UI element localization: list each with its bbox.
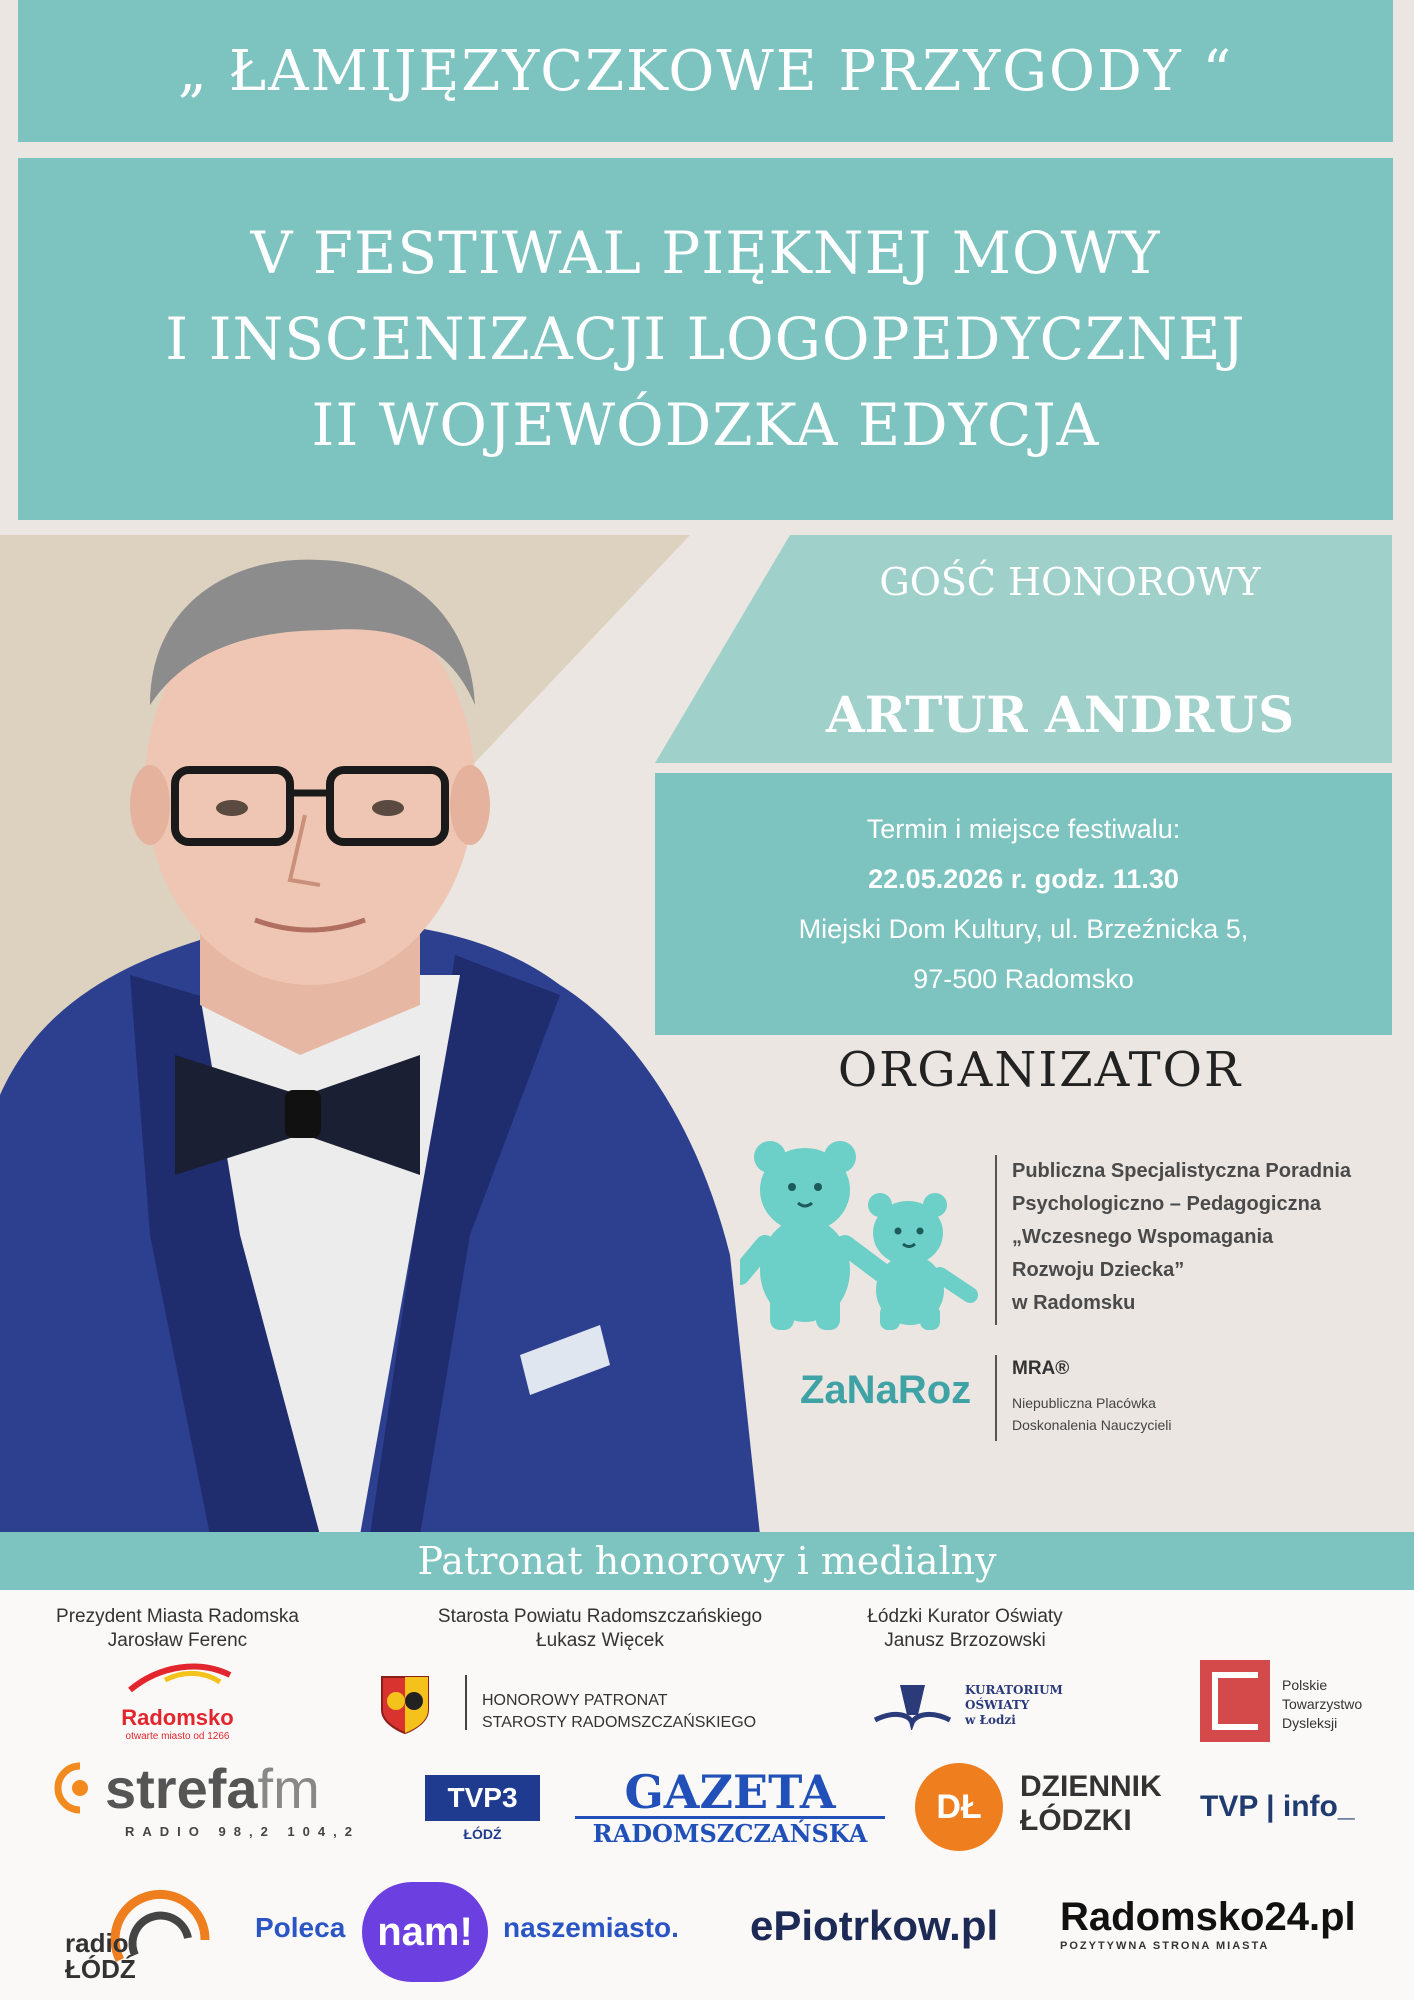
poleca-text: Poleca — [255, 1912, 346, 1943]
book-icon — [870, 1675, 955, 1730]
strefa-text: strefa — [105, 1757, 258, 1820]
starosta-text — [482, 1690, 756, 1734]
patron-mayor-role: Prezydent Miasta Radomska — [56, 1606, 299, 1627]
ptd-line-3: Dysleksji — [1282, 1715, 1338, 1731]
patronage-title: Patronat honorowy i medialny — [417, 1539, 997, 1583]
patronage-band — [0, 1532, 1414, 1590]
event-info-box — [655, 773, 1392, 1035]
ptd-logo-icon — [1200, 1660, 1270, 1742]
organizer-line-1: Publiczna Specjalistyczna Poradnia — [1012, 1160, 1352, 1182]
organizer-line-2: Psychologiczno – Pedagogiczna — [1012, 1193, 1321, 1215]
tvp-info-logo: TVP | info_ — [1200, 1790, 1355, 1823]
dziennik-line-2: ŁÓDZKI — [1020, 1804, 1132, 1837]
event-city: 97-500 Radomsko — [913, 964, 1134, 994]
dziennik-line-1: DZIENNIK — [1020, 1770, 1162, 1803]
patron-starosta-role: Starosta Powiatu Radomszczańskiego — [437, 1606, 763, 1627]
radio-waves-icon — [50, 1758, 110, 1818]
starosta-logo — [380, 1675, 430, 1740]
kuratorium-line-1: KURATORIUM — [965, 1683, 1063, 1697]
patron-mayor-name: Jarosław Ferenc — [107, 1630, 248, 1651]
organizer-name — [1012, 1155, 1402, 1320]
radio-lodz-line-2: ŁÓDŹ — [65, 1954, 136, 1984]
kuratorium-logo — [870, 1675, 955, 1735]
ptd-text — [1282, 1676, 1362, 1733]
radomsko-logo-text: Radomsko — [121, 1705, 234, 1730]
zanaroz-logo: ZaNaRoz — [800, 1368, 972, 1412]
subtitle-band — [18, 0, 1393, 142]
event-intro: Termin i miejsce festiwalu: — [866, 814, 1181, 844]
nam-logo: nam! — [362, 1882, 488, 1982]
guest-label: GOŚĆ HONOROWY — [879, 560, 1261, 604]
radomsko-logo — [90, 1660, 265, 1740]
radomsko24-logo — [1060, 1895, 1356, 1952]
patron-kurator-name: Janusz Brzozowski — [884, 1630, 1046, 1651]
strefa-radio: RADIO 98,2 104,2 — [125, 1824, 360, 1839]
radomsko-tagline: otwarte miasto od 1266 — [125, 1731, 230, 1742]
epiotrkow-logo: ePiotrkow.pl — [750, 1902, 999, 1949]
organizer-divider — [995, 1155, 997, 1325]
gazeta-line-1: GAZETA — [624, 1765, 836, 1819]
naszemiasto-logo: naszemiasto. — [503, 1912, 679, 1943]
guest-portrait — [0, 535, 760, 1535]
kuratorium-text — [965, 1683, 1063, 1728]
radomsko-swoosh-icon — [90, 1660, 265, 1700]
starosta-line-2: STAROSTY RADOMSZCZAŃSKIEGO — [482, 1714, 757, 1731]
radomsko24-tagline: POZYTYWNA STRONA MIASTA — [1060, 1940, 1270, 1952]
tvp3-logo: TVP3 — [425, 1775, 540, 1821]
patron-mayor — [20, 1605, 335, 1653]
patron-kurator-role: Łódzki Kurator Oświaty — [867, 1606, 1063, 1627]
dl-badge: DŁ — [915, 1763, 1003, 1851]
title-line-3: II WOJEWÓDZKA EDYCJA — [311, 391, 1100, 459]
bears-logo-icon — [740, 1135, 980, 1330]
gazeta-line-2: RADOMSZCZAŃSKA — [575, 1816, 885, 1849]
organizer-line-3: „Wczesnego Wspomagania — [1012, 1226, 1274, 1248]
title-line-2: I INSCENIZACJI LOGOPEDYCZNEJ — [165, 305, 1246, 373]
tvp3-city: ŁÓDŹ — [463, 1826, 502, 1842]
organizer-title: ORGANIZATOR — [837, 1042, 1243, 1098]
patron-starosta — [395, 1605, 805, 1653]
organizer-line-4: Rozwoju Dziecka” — [1012, 1259, 1185, 1281]
mra-line-1: Niepubliczna Placówka — [1012, 1395, 1156, 1411]
ptd-line-1: Polskie — [1282, 1677, 1328, 1693]
title-band — [18, 158, 1393, 520]
radomsko24-text: Radomsko24.pl — [1060, 1895, 1356, 1939]
mra-description — [1012, 1392, 1172, 1436]
mra-line-2: Doskonalenia Nauczycieli — [1012, 1417, 1172, 1433]
bow-tie-knot — [285, 1090, 321, 1138]
event-date: 22.05.2026 r. godz. 11.30 — [868, 864, 1179, 894]
guest-name: ARTUR ANDRUS — [825, 685, 1295, 744]
patron-kurator — [830, 1605, 1100, 1653]
kuratorium-line-2: OŚWIATY — [965, 1698, 1030, 1712]
event-venue: Miejski Dom Kultury, ul. Brzeźnicka 5, — [798, 914, 1249, 944]
mra-brand: MRA® — [1012, 1358, 1070, 1379]
festival-subtitle: „ ŁAMIJĘZYCZKOWE PRZYGODY “ — [177, 38, 1234, 104]
patron-starosta-name: Łukasz Więcek — [536, 1630, 664, 1651]
strefa-fm-text: fm — [257, 1757, 320, 1820]
starosta-line-1: HONOROWY PATRONAT — [482, 1692, 668, 1709]
gazeta-logo — [575, 1765, 885, 1849]
kuratorium-line-3: w Łodzi — [965, 1713, 1016, 1727]
organizer-line-5: w Radomsku — [1012, 1292, 1136, 1314]
radio-lodz-line-1: radio — [65, 1928, 129, 1958]
title-line-1: V FESTIWAL PIĘKNEJ MOWY — [250, 219, 1161, 287]
starosta-divider — [465, 1675, 467, 1730]
dziennik-logo — [1020, 1770, 1162, 1838]
ptd-line-2: Towarzystwo — [1282, 1696, 1363, 1712]
partner-divider — [995, 1355, 997, 1441]
coat-of-arms-icon — [380, 1675, 430, 1735]
